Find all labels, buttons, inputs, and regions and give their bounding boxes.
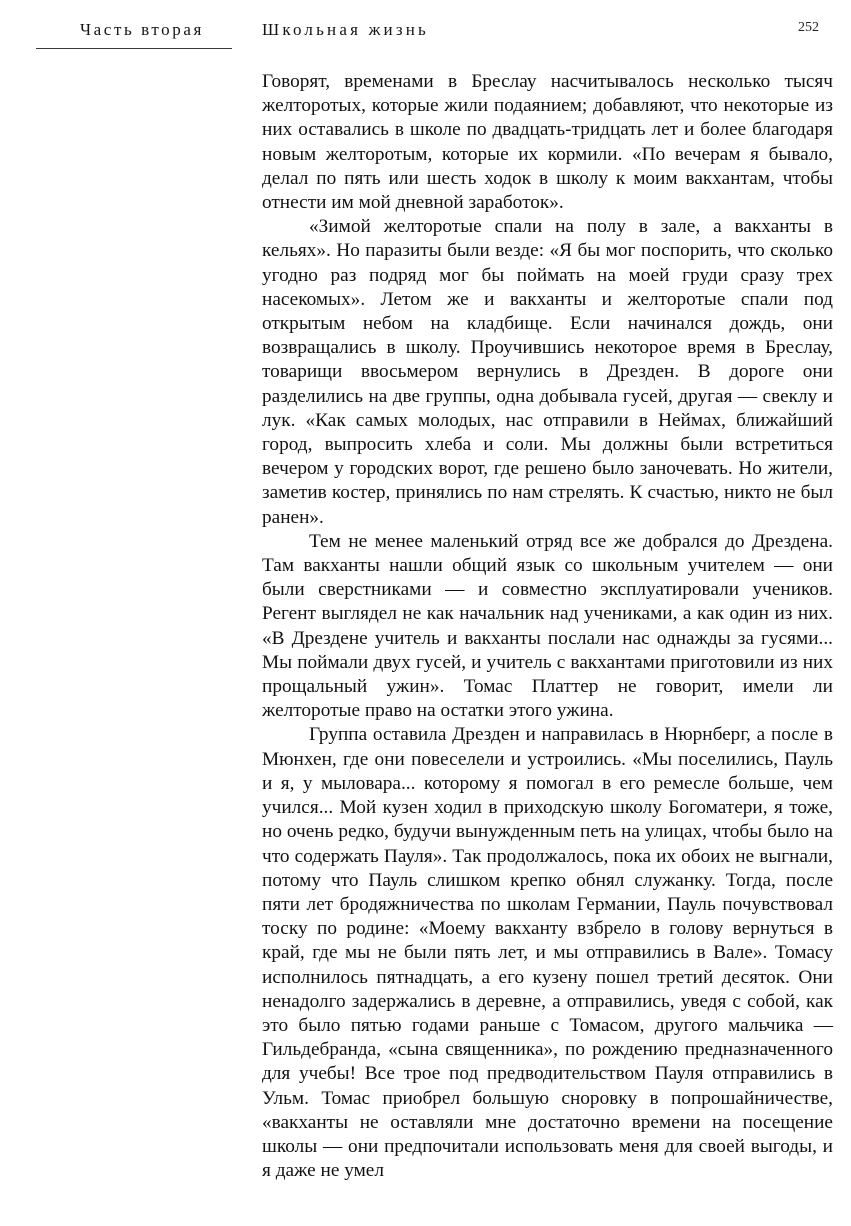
running-header <box>0 0 851 60</box>
paragraph: «Зимой желторотые спали на полу в зале, а вакханты в кельях». Но паразиты были везде: «Я бы мог поспорить, что сколько угодно раз подряд мог бы поймать на моей груди сразу трех насекомых». Летом же и вакханты и желторотые спали под открытым небом на кладбище. Если начинался дождь, они возвращались в школу. Проучившись некоторое время в Бреслау, товарищи ввосьмером вернулись в Дрезден. В дороге они разделились на две группы, одна добывала гусей, другая — свеклу и лук. «Как самых молодых, нас отправили в Неймах, ближайший город, выпросить хлеба и соли. Мы должны были встретиться вечером у городских ворот, где решено было заночевать. Но жители, заметив костер, принялись по нам стрелять. К счастью, никто не был ранен». <box>262 216 833 528</box>
paragraph: Группа оставила Дрезден и направилась в Нюрнберг, а после в Мюнхен, где они повеселели и устроились. «Мы поселились, Пауль и я, у мыловара... которому я помогал в его ремесле больше, чем учился... Мой кузен ходил в приходскую школу Богоматери, я тоже, но очень редко, будучи вынужденным петь на улицах, чтобы было на что содержать Пауля». Так продолжалось, пока их обоих не выгнали, потому что Пауль слишком крепко обнял служанку. Тогда, после пяти лет бродяжничества по школам Германии, Пауль почувствовал тоску по родине: «Моему вакханту взбрело в голову вернуться в край, где мы не были пять лет, и мы отправились в Вале». Томасу исполнилось пятнадцать, а его кузену пошел третий десяток. Они ненадолго задержались в деревне, а отправились, уведя с собой, как это было пятью годами раньше с Томасом, другого мальчика — Гильдебранда, «сына священника», по рождению предназначенного для учебы! Все трое под предводительством Пауля отправились в Ульм. Томас приобрел большую сноровку в попрошайничестве, «вакханты не оставляли мне достаточно времени на посещение школы — они предпочитали использовать меня для своей выгоды, и я даже не умел <box>262 724 833 1182</box>
header-rule <box>36 48 232 49</box>
paragraph: Говорят, временами в Бреслау насчитывалось несколько тысяч желторотых, которые жили подаянием; добавляют, что некоторые из них оставались в школе по двадцать-тридцать лет и более благодаря новым желторотым, которые их кормили. «По вечерам я бывало, делал по пять или шесть ходок в школу к моим вакхантам, чтобы отнести им мой дневной заработок». <box>262 71 833 214</box>
chapter-title: Школьная жизнь <box>262 20 429 39</box>
page-number: 252 <box>798 20 819 35</box>
body-text <box>262 70 833 1183</box>
paragraph: Тем не менее маленький отряд все же добрался до Дрездена. Там вакханты нашли общий язык со школьным учителем — они были сверстниками — и совместно эксплуатировали учеников. Регент выглядел не как начальник над учениками, а как один из них. «В Дрездене учитель и вакханты послали нас однажды за гусями... Мы поймали двух гусей, и учитель с вакхантами приготовили из них прощальный ужин». Томас Платтер не говорит, имели ли желторотые право на остатки этого ужина. <box>262 530 833 722</box>
part-title: Часть вторая <box>80 20 204 39</box>
